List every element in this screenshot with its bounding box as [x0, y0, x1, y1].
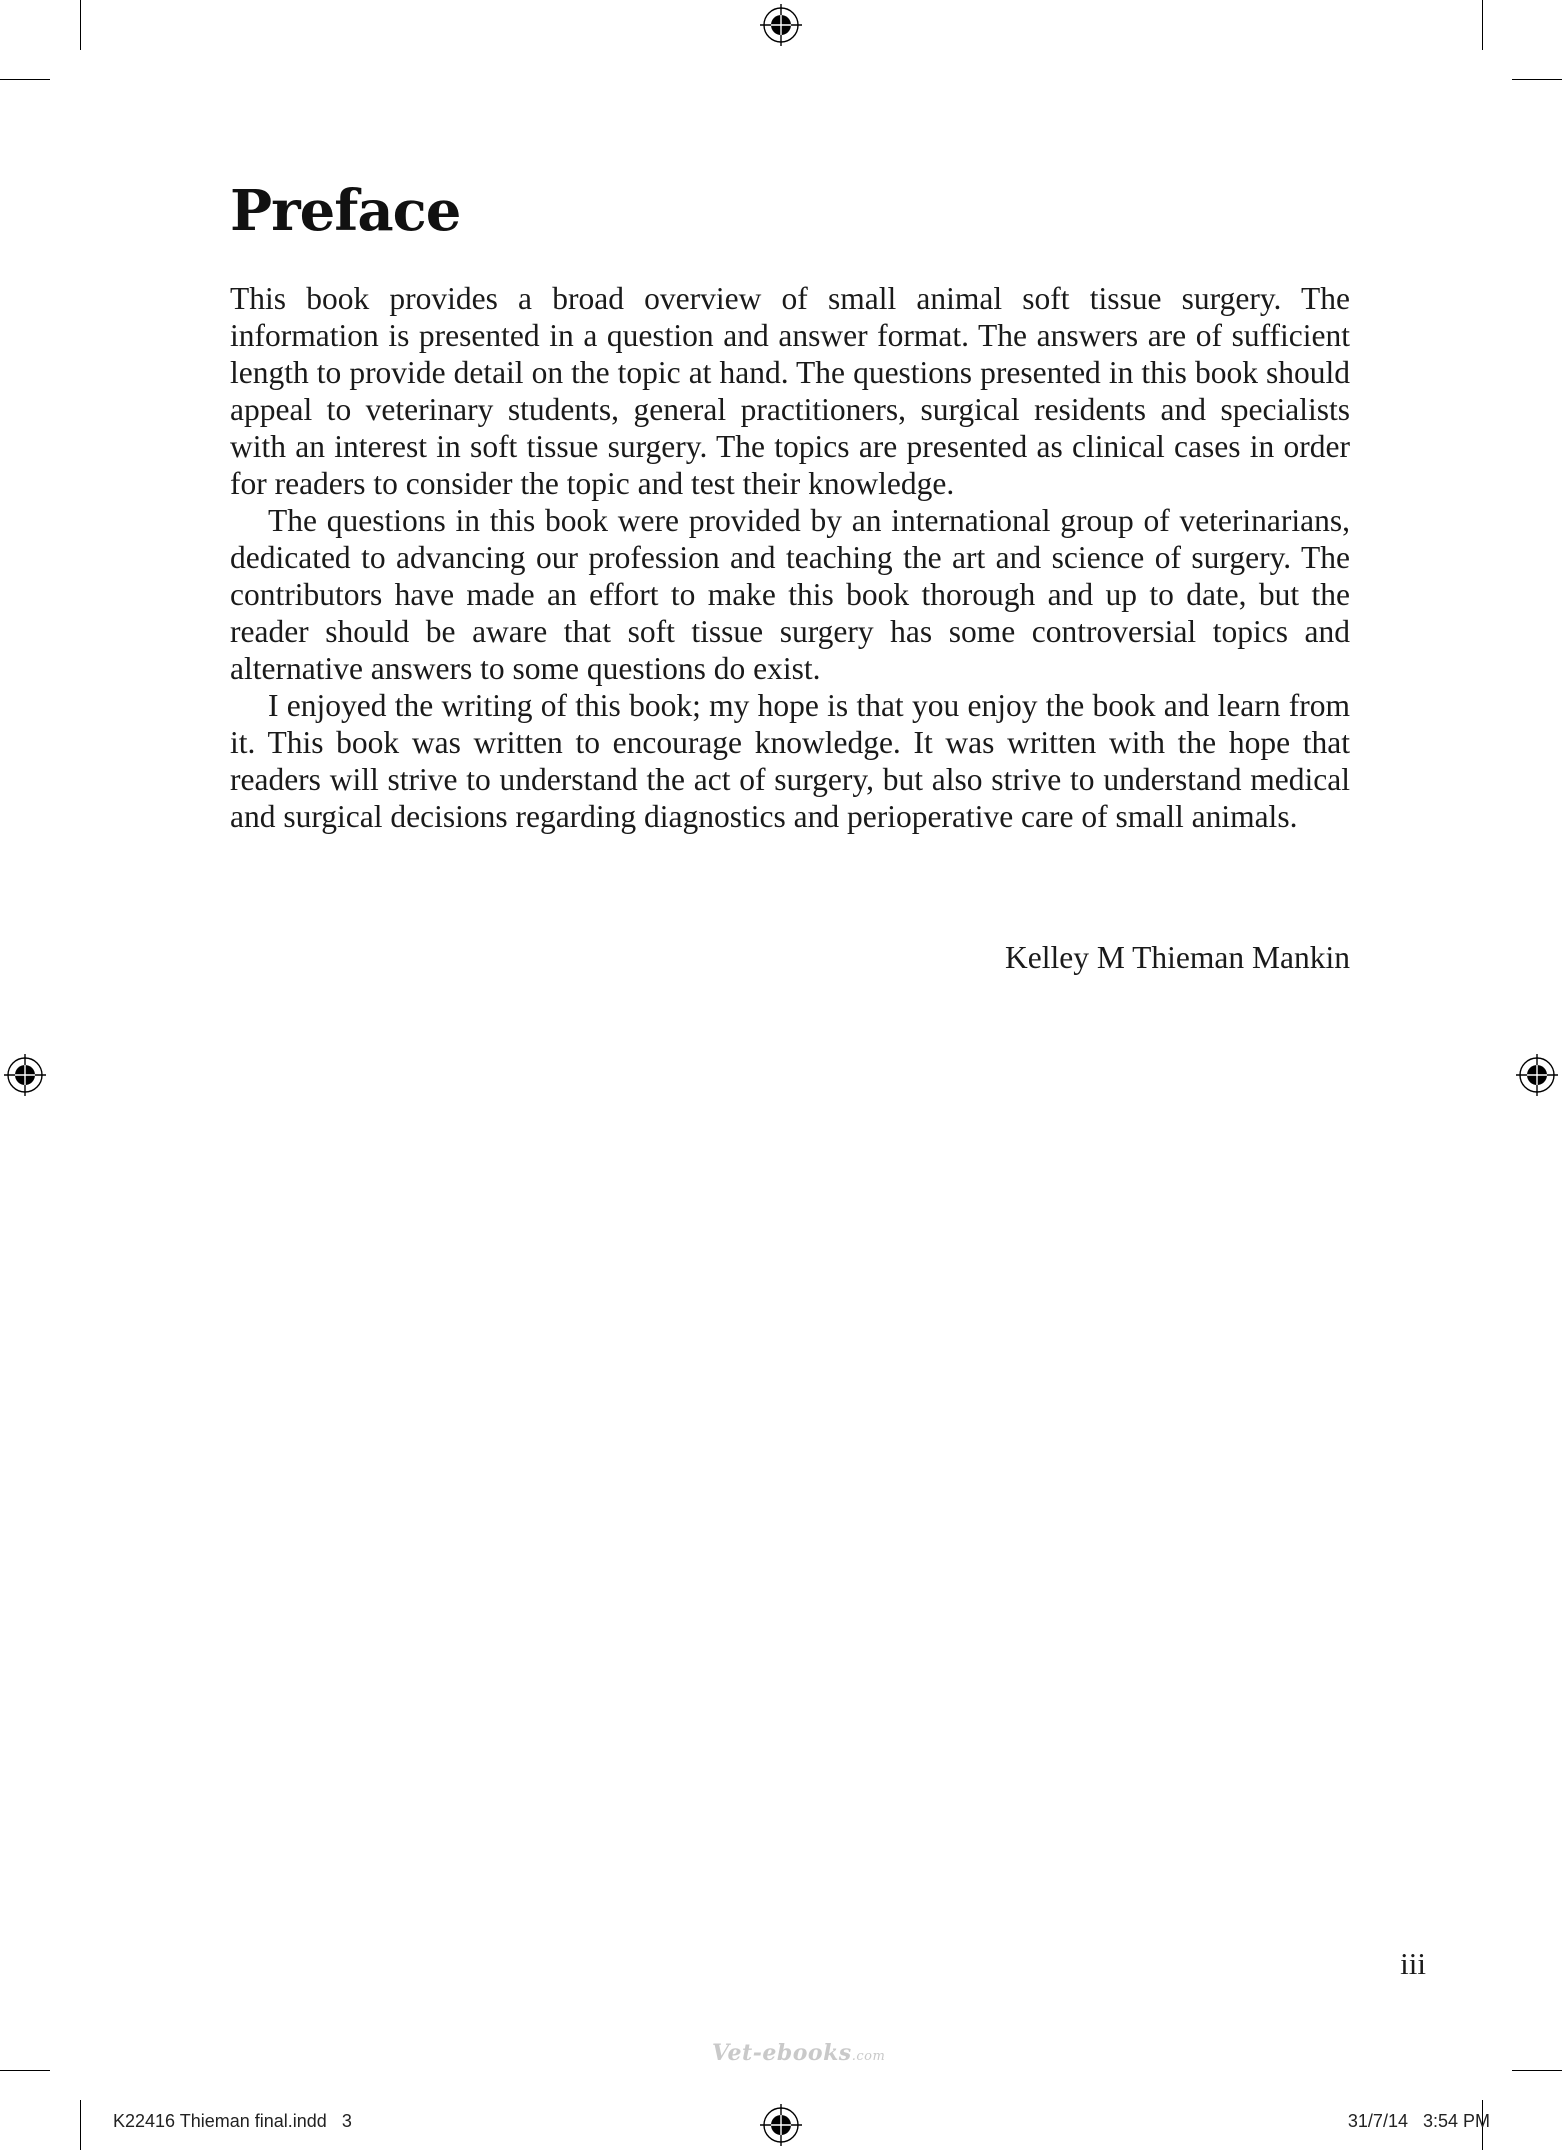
crop-mark-bottom-left-horizontal	[0, 2070, 50, 2071]
printer-slug-file	[113, 2111, 352, 2132]
crop-mark-top-left-vertical	[80, 0, 81, 50]
watermark-suffix: .com	[851, 2049, 886, 2064]
registration-mark-icon	[760, 4, 802, 46]
printer-slug-file-text: K22416 Thieman final.indd 3	[113, 2111, 352, 2131]
printer-slug-datetime	[1348, 2111, 1490, 2132]
preface-paragraph-3: I enjoyed the writing of this book; my hope is that you enjoy the book and learn from it. This book was written to encourage knowledge. It was written with the hope that readers will strive to understand the act of surgery, but also strive to understand medical and surgical decisions regarding diagnostics and perioperative care of small animals.	[230, 688, 1350, 834]
preface-body	[230, 280, 1350, 835]
registration-mark-icon	[4, 1054, 46, 1096]
crop-mark-bottom-right-horizontal	[1512, 2070, 1562, 2071]
printer-slug-datetime-text: 31/7/14 3:54 PM	[1347, 2111, 1490, 2131]
page-title: Preface	[230, 178, 461, 244]
watermark-main: Vet-ebooks	[712, 2040, 852, 2066]
watermark	[712, 2040, 885, 2066]
crop-mark-top-right-vertical	[1482, 0, 1483, 50]
registration-mark-icon	[1516, 1054, 1558, 1096]
page-number: iii	[1400, 1946, 1426, 1981]
registration-mark-icon	[760, 2104, 802, 2146]
crop-mark-top-right-horizontal	[1512, 79, 1562, 80]
preface-paragraph-1: This book provides a broad overview of small animal soft tissue surgery. The information is presented in a question and answer format. The answers are of sufficient length to provide detail on the topic at hand. The questions presented in this book should appeal to veterinary students, general practitioners, surgical residents and specialists with an interest in soft tissue surgery. The topics are presented as clinical cases in order for readers to consider the topic and test their knowledge.	[230, 281, 1350, 501]
crop-mark-top-left-horizontal	[0, 79, 50, 80]
crop-mark-bottom-left-vertical	[80, 2100, 81, 2150]
preface-paragraph-2: The questions in this book were provided by an international group of veterinarians, dedicated to advancing our profession and teaching the art and science of surgery. The contributors have made an effort to make this book thorough and up to date, but the reader should be aware that soft tissue surgery has some controversial topics and alternative answers to some questions do exist.	[230, 503, 1350, 686]
author-signature: Kelley M Thieman Mankin	[1005, 940, 1350, 975]
